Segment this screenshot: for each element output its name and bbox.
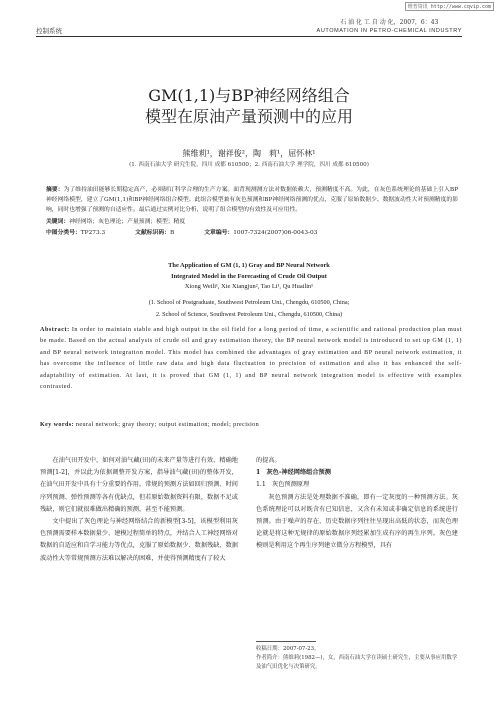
- journal-header: [317, 19, 462, 35]
- paper-title: [0, 85, 498, 127]
- author-bio: 作者简介：熊维莉(1982—)，女，西南石油大学在读硕士研究生，主要从事应用数学及油气田优化与决策研究。: [256, 655, 458, 670]
- abstract-cn-text: 为了维持油田能够长期稳定高产，必须制订科学合理的生产方案。面背现测测方法对数据依赖大，预测精度不高。为此，在灰色系统理论的基础上引入BP神经网络模型，建立了GM(1,1)和BP神经网络组合模型。此组合模型兼有灰色预测和BP神经网络预测的优点，克服了原始数据少、数据波动性大对预测精度的影响，同时也增强了预测的自适应性。最后通过实例对比分析，说明了组合模型的有效性及可应用性。: [46, 187, 458, 213]
- english-affiliation-2: 2. School of Science, Southwest Petroleum Uni., Chengdu, 610500, China): [155, 311, 343, 318]
- abstract-cn: [46, 185, 458, 215]
- keywords-cn-text: 神经网络；灰色理论；产量预测；模型；精度: [69, 219, 186, 225]
- english-affiliation-1: (1. School of Postgraduate, Southwest Petroleum Uni., Chengdu, 610500, China;: [148, 299, 350, 306]
- english-abstract-label: Abstract:: [40, 327, 70, 333]
- journal-name-cn: 石 油 化 工 自 动 化，2007，6：43: [340, 19, 439, 26]
- body-paragraph: 文中提出了灰色理论与神经网络结合的新模型[3-5]，该模型利用灰色预测需要样本数据量少、建模过程简单的特点，并结合人工神经网络对数据的自适应和自学习能力等优点，克服了原始数据少、数据残缺、数据波动性大等常规预测方法难以解决的困难，并使得预测精度有了较大: [40, 518, 238, 562]
- english-title: [0, 260, 498, 282]
- subsection-heading: 1.1 灰色预测原理: [256, 481, 310, 489]
- affiliations-cn: (1. 西南石油大学 研究生院，四川 成都 610500；2. 西南石油大学 理学院，四川 成都 610500): [129, 162, 369, 168]
- english-keywords-label: Key words:: [40, 422, 74, 428]
- footnote-rule: [256, 641, 316, 642]
- body-left-column: [40, 455, 238, 565]
- title-line-1: GM(1,1)与BP神经网络组合: [148, 86, 350, 105]
- doc-label: 文献标识码：: [135, 230, 170, 236]
- header-rule: [36, 36, 462, 37]
- watermark: 维普资讯 http://www.cqvip.com: [405, 2, 494, 11]
- classification-row: [46, 228, 458, 238]
- doc-code: [135, 228, 174, 238]
- art-value: 1007-7324(2007)06-0043-03: [233, 230, 318, 236]
- english-keywords: [40, 422, 462, 428]
- body-paragraph: 在油气田开发中，如何对油气藏(田)的未来产量等进行有效、精确地预测[1-2]，并以此为依据调整开发方案，指导油气藏(田)的整体开发，在油气田开发中具有十分重要的作用。常规的预测方法如回归预测、时间序列预测、弹性预测等各有优缺点，但若原始数据资料有限，数据不足或残缺，则它们就很难做出精确的预测，甚至不能预测。: [40, 457, 238, 513]
- journal-name-en: AUTOMATION IN PETRO-CHEMICAL INDUSTRY: [316, 28, 462, 34]
- body-continuation: 的提高。: [256, 457, 281, 464]
- english-affiliations: [0, 297, 498, 321]
- doc-value: B: [169, 230, 175, 236]
- clc-number: [46, 228, 105, 238]
- title-line-2: 模型在原油产量预测中的应用: [144, 107, 353, 126]
- english-abstract: [40, 325, 462, 393]
- english-title-line-1: The Application of GM (1, 1) Gray and BP Neural Network: [168, 262, 330, 269]
- article-number: [204, 228, 317, 238]
- english-abstract-text: In order to maintain stable and high output in the oil field for a long period of time, a scientific and rational production plan must be made. Based on the actual analysis of crude oil and gray estimation theory, the BP neural network model is introduced to set up GM (1, 1) and BP neural network integration model. This model has combined the advantages of gray estimation and BP neural network estimation, it has overcome the influence of little raw data and high data fluctuation to precision of estimation and also it has enhanced the self-adaptability of estimation. At last, it is proved that GM (1, 1) and BP neural network integration model is effective with examples contrasted.: [40, 327, 462, 391]
- section-heading: 1 灰色-神经网络组合预测: [256, 469, 331, 477]
- clc-value: TP273.3: [80, 230, 106, 236]
- english-authors: Xiong Weili¹, Xie Xiangjun², Tao Li¹, Qu Huailin¹: [184, 283, 314, 290]
- body-right-column: [256, 455, 458, 553]
- received-date: 收稿日期：2007-07-23。: [256, 646, 320, 652]
- keywords-cn: [46, 217, 458, 227]
- abstract-cn-label: 摘要：: [46, 187, 64, 193]
- english-keywords-text: neural network; gray theory; output estimation; model; precision: [75, 422, 260, 428]
- section-label: 控制系统: [36, 27, 62, 35]
- clc-label: 中图分类号：: [46, 230, 81, 236]
- english-title-line-2: Integrated Model in the Forecasting of Crude Oil Output: [171, 273, 327, 280]
- authors-cn: 熊维莉¹，谢祥俊²，陶 莉¹，屈怀林¹: [182, 149, 316, 158]
- body-paragraph: 灰色预测方法是处理数据不准确，即有一定灰度的一种预测方法。灰色系统理论可以对既含有已知信息，又含有未知或非确定信息的系统进行预测。由于噪声的存在，历史数据序列往往呈现出高低的状态，而灰色理论就是将这种无规律的原始数据序列经累加生成有序的再生序列。灰色建模则是利用这个再生序列建立微分方程模型，具有: [256, 493, 458, 550]
- keywords-cn-label: 关键词：: [46, 219, 70, 225]
- art-label: 文章编号：: [204, 230, 234, 236]
- footnotes: [256, 645, 458, 672]
